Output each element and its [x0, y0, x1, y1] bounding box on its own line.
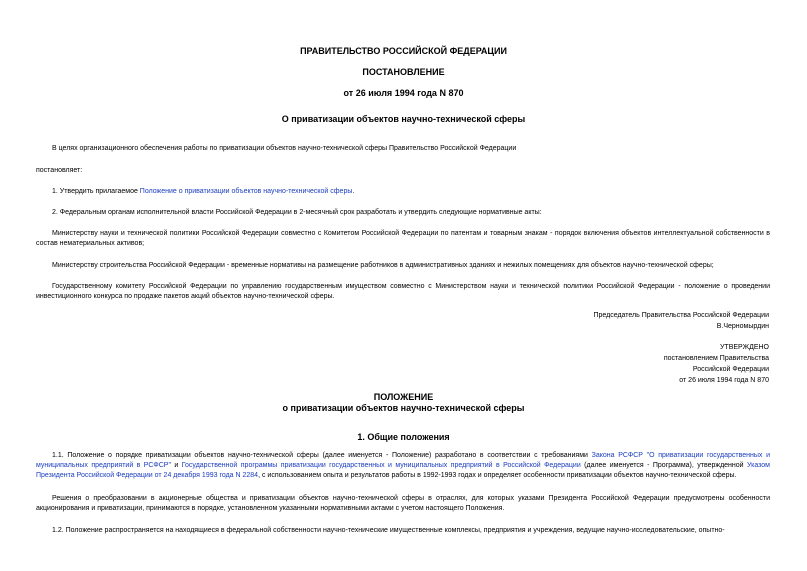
document-date-number: от 26 июля 1994 года N 870	[343, 88, 464, 98]
decree-item-2b: Министерству строительства Российской Федерации - временные нормативы на размещение работников в административных зданиях и нежилых помещениях для объектов научно-технической сферы;	[52, 262, 714, 269]
signature-position: Председатель Правительства Российской Федерации	[593, 312, 769, 319]
government-name: ПРАВИТЕЛЬСТВО РОССИЙСКОЙ ФЕДЕРАЦИИ	[300, 46, 507, 56]
privatization-law-link[interactable]: Закона РСФСР "О приватизации государственных и муниципальных предприятий в РСФСР"	[36, 452, 770, 469]
decree-item-1	[52, 187, 772, 197]
decree-item-2c: Государственному комитету Российской Федерации по управлению государственным имуществом совместно с Министерством науки и технической политики Российской Федерации - положение о проведении инвестиционного конкурса по продаже пакетов акций объектов научно-технической сферы.	[36, 283, 770, 300]
approval-line-2: постановлением Правительства	[663, 355, 769, 362]
p11-part-c: (далее именуется - Программа), утвержденной	[580, 462, 747, 469]
p11-part-b: и	[170, 462, 182, 469]
regulation-subtitle: о приватизации объектов научно-технической сферы	[282, 403, 525, 413]
decree-resolves: постановляет:	[36, 167, 83, 174]
regulation-link[interactable]: Положение о приватизации объектов научно-технической сферы	[139, 188, 353, 195]
state-program-link[interactable]: Государственной программы приватизации государственных и муниципальных предприятий в Российской Федерации	[181, 462, 581, 469]
regulation-paragraph-1-1-b: Решения о преобразовании в акционерные общества и приватизации объектов научно-технической сферы в отраслях, для которых указами Президента Российской Федерации предусмотрены особенности акционирования и приватизации, принимаются в порядке, установленном указанными нормативными актами с учетом настоящего Положения.	[36, 495, 770, 512]
regulation-paragraph-1-1	[36, 451, 770, 481]
approval-line-3: Российской Федерации	[692, 366, 769, 373]
approval-line-4: от 26 июля 1994 года N 870	[679, 377, 769, 384]
document-title: О приватизации объектов научно-технической сферы	[281, 114, 526, 124]
item1-suffix: .	[352, 188, 355, 195]
p11-part-d: , с использованием опыта и результатов работы в 1992-1993 годах и определяет особенности приватизации объектов научно-технической сферы.	[258, 472, 737, 479]
section-heading: 1. Общие положения	[357, 432, 450, 442]
regulation-title: ПОЛОЖЕНИЕ	[373, 392, 434, 402]
regulation-paragraph-1-2: 1.2. Положение распространяется на находящиеся в федеральной собственности научно-технические имущественные комплексы, предприятия и учреждения, ведущие научно-исследовательские, опытно-	[52, 527, 725, 534]
signature-name: В.Черномырдин	[716, 323, 769, 330]
presidential-decree-link[interactable]: Указом Президента Российской Федерации от 24 декабря 1993 года N 2284	[36, 462, 770, 479]
decree-item-2a: Министерству науки и технической политики Российской Федерации совместно с Комитетом Российской Федерации по патентам и товарным знакам - порядок включения объектов интеллектуальной собственности в состав нематериальных активов;	[36, 230, 770, 247]
document-type: ПОСТАНОВЛЕНИЕ	[362, 67, 445, 77]
approval-label: УТВЕРЖДЕНО	[719, 344, 769, 351]
item1-prefix: 1. Утвердить прилагаемое	[52, 188, 140, 195]
decree-intro: В целях организационного обеспечения работы по приватизации объектов научно-технической сферы Правительство Российской Федерации	[52, 145, 517, 152]
decree-item-2: 2. Федеральным органам исполнительной власти Российской Федерации в 2-месячный срок разработать и утвердить следующие нормативные акты:	[52, 209, 542, 216]
p11-part-a: 1.1. Положение о порядке приватизации объектов научно-технической сферы (далее именуется - Положение) разработано в соответствии с требованиями	[52, 452, 592, 459]
